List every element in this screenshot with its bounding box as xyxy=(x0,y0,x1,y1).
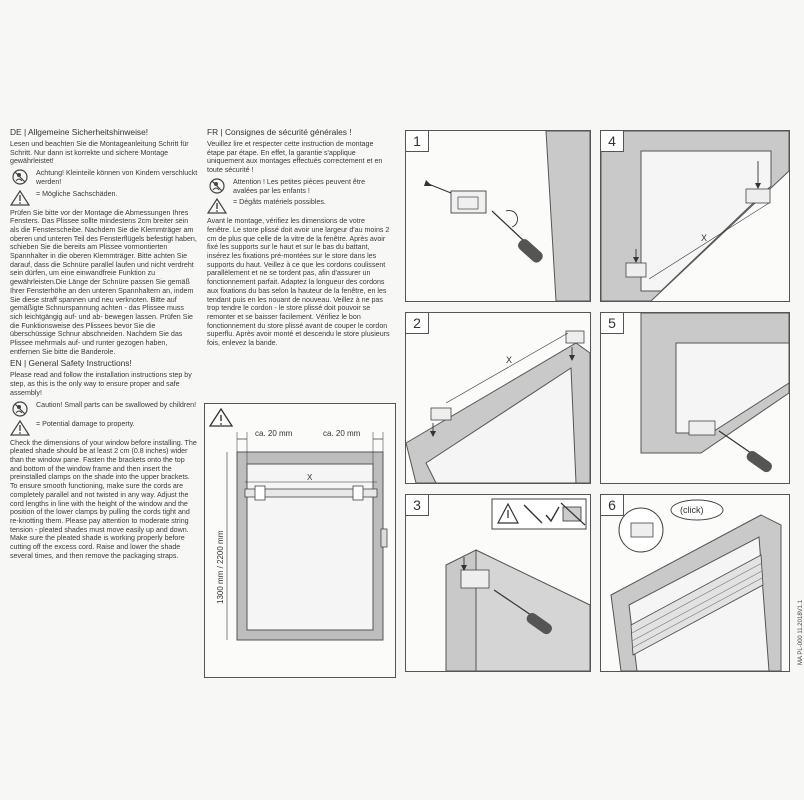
step-6-drawing xyxy=(601,495,789,671)
tool-icons-strip xyxy=(492,499,586,529)
en-warning-children-text: Caution! Small parts can be swallowed by children! xyxy=(36,400,197,409)
de-body: Prüfen Sie bitte vor der Montage die Abmessungen Ihres Fensters. Das Plissee sollte mindestens 2cm breiter sein als die Fensterscheibe. Nachdem Sie die Klemmträger am oberen und unteren Teil des Fensterflügels befestigt haben, schieben Sie die bereits am Plissee vormontierten Spannhalter in die oberen Klemmträger. Bitte achten Sie darauf, dass die Schnüre parallel laufen und nicht verdreht sein dürfen, um eine einwandfreie Funktion zu gewährleisten.Die Länge der Schnüre passen Sie gemäß Ihrer Fensterhöhe an den unteren Spannhaltern an, indem Sie diese straff spannen und neu verknoten. Bitte auf gemäßigte Schnurspannung achten - das Plissee muss sich leichtgängig auf- und ab- bewegen lassen. Prüfen Sie die Funktionsweise des Plissees bevor Sie die überschüssige Schnur abschneiden. Nachdem Sie das Plissee mehrmals auf- und runter gezogen haben, entfernen Sie bitte die Banderole. xyxy=(10,208,197,356)
column-fr xyxy=(207,127,390,348)
fr-warning-children xyxy=(207,178,390,195)
dim-right-label: ca. 20 mm xyxy=(323,429,361,438)
step-1-number: 1 xyxy=(406,131,429,152)
de-title: DE | Allgemeine Sicherheitshinweise! xyxy=(10,127,149,137)
column-de-en xyxy=(10,127,198,560)
dim-x-label: X xyxy=(307,473,313,482)
en-title: EN | General Safety Instructions! xyxy=(10,358,132,369)
no-children-icon xyxy=(10,401,30,417)
fr-warning-property-text: = Dégâts matériels possibles. xyxy=(233,198,326,207)
dim-left-label: ca. 20 mm xyxy=(255,429,293,438)
step-2-number: 2 xyxy=(406,313,429,334)
warning-triangle-icon xyxy=(10,190,30,206)
step-2-drawing xyxy=(406,313,590,483)
no-children-icon xyxy=(207,178,227,194)
en-warning-property xyxy=(10,420,198,436)
step-5-drawing xyxy=(601,313,789,483)
warning-triangle-icon xyxy=(10,420,30,436)
step-3-drawing xyxy=(406,495,590,671)
step-5-number: 5 xyxy=(601,313,624,334)
step-3-panel xyxy=(405,494,591,672)
document-code: MA PL-000 11.2018V1.1 xyxy=(798,600,804,665)
step-6-panel xyxy=(600,494,790,672)
warning-triangle-icon xyxy=(207,198,227,214)
step-4-dim-x: X xyxy=(701,233,708,243)
de-warning-property xyxy=(10,190,198,206)
step-6-click-label: (click) xyxy=(680,505,704,515)
step-4-drawing xyxy=(601,131,789,301)
measurement-diagram xyxy=(204,403,396,678)
de-intro: Lesen und beachten Sie die Montageanleitung Schritt für Schritt. Nur dann ist korrekte und sichere Montage gewährleistet! xyxy=(10,140,189,166)
step-4-panel xyxy=(600,130,790,302)
de-warning-children xyxy=(10,169,198,186)
en-intro: Please read and follow the installation instructions step by step, as this is the only way to ensure proper and safe assembly! xyxy=(10,371,192,397)
step-5-panel xyxy=(600,312,790,484)
fr-body: Avant le montage, vérifiez les dimensions de votre fenêtre. Le store plissé doit avoir une largeur d'au moins 2 cm de plus que celle de la vitre de la fenêtre. Après avoir fixé les supports sur le haut et sur le bas du battant, insérez les fixations pré-montées sur le store dans les supports du haut. Veillez à ce que les cordons coulissent parallèlement et ne se tordent pas, afin d'assurer un fonctionnement parfait. Adaptez la longueur des cordons aux fixations du bas selon la hauteur de la fenêtre, en les tendant puis en les nouant de nouveau. Veillez à ne pas trop tendre le cordon - le store plissé doit pouvoir se remonter et se baisser facilement. Vérifiez le bon fonctionnement du store plissé avant de couper le cordon superflu. Après avoir monté et descendu le store plusieurs fois, enlevez la bande. xyxy=(207,217,390,348)
de-warning-property-text: = Mögliche Sachschäden. xyxy=(36,189,118,198)
en-body: Check the dimensions of your window before installing. The pleated shade should be at least 2 cm (0.8 inches) wider than the window pane. Fasten the brackets onto the top and bottom of the window frame and then insert the preinstalled clamps on the shade into the upper brackets. To ensure smooth functioning, make sure the cords are completely parallel and not twisted in any way. Adjust the cord lengths in line with the height of the window and the position of the lower clamps by pulling the cords tight and re-knotting them. Please pay attention to moderate string tension - pleated shades must move easily up and down. Make sure the pleated shade is working properly before cutting off the excess cord. Raise and lower the shade several times, and then remove the packaging straps. xyxy=(10,438,197,560)
dim-height-label: 1300 mm / 2200 mm xyxy=(216,530,225,604)
measurement-drawing xyxy=(205,404,395,677)
en-warning-children xyxy=(10,401,198,417)
step-1-panel xyxy=(405,130,591,302)
fr-title: FR | Consignes de sécurité générales ! xyxy=(207,127,352,137)
en-warning-property-text: = Potential damage to property. xyxy=(36,419,135,428)
fr-intro: Veuillez lire et respecter cette instruction de montage étape par étape. En effet, la garantie s'applique uniquement aux montages effectués correctement et en toute sécurité ! xyxy=(207,140,383,175)
step-4-number: 4 xyxy=(601,131,624,152)
fr-warning-property xyxy=(207,198,390,214)
step-2-panel xyxy=(405,312,591,484)
step-3-number: 3 xyxy=(406,495,429,516)
step-2-dim-x: X xyxy=(506,355,513,365)
step-1-drawing xyxy=(406,131,590,301)
de-warning-children-text: Achtung! Kleinteile können von Kindern verschluckt werden! xyxy=(36,169,198,186)
no-children-icon xyxy=(10,169,30,185)
step-6-number: 6 xyxy=(601,495,624,516)
fr-warning-children-text: Attention ! Les petites pièces peuvent être avalées par les enfants ! xyxy=(233,177,366,195)
